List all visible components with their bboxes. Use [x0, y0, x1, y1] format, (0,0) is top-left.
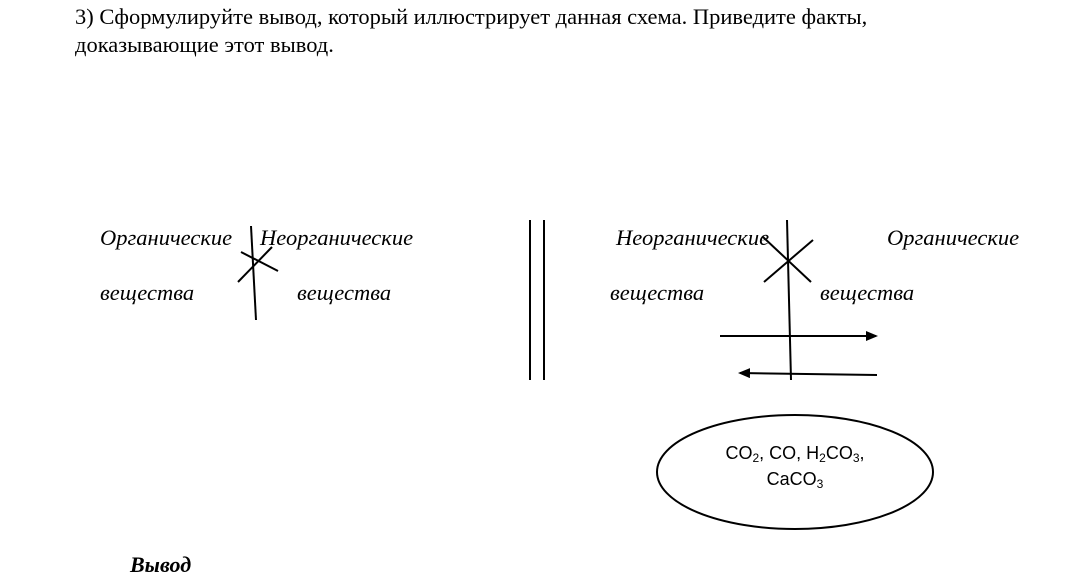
arrow-left [740, 373, 877, 375]
right-divider-line [787, 220, 791, 380]
left-divider-line [251, 226, 256, 320]
right-organic-sub-label: вещества [820, 280, 915, 305]
formula-line-2: CaCO$_3$ [766, 469, 824, 491]
conclusion-heading: Вывод [130, 552, 192, 577]
right-inorganic-label: Неорганические [616, 225, 770, 250]
right-organic-label: Органические [887, 225, 1020, 250]
question-text [75, 3, 1035, 59]
left-cross-stroke-2 [241, 252, 278, 271]
left-inorganic-sub-label: вещества [297, 280, 392, 305]
left-inorganic-label: Неорганические [260, 225, 414, 250]
right-inorganic-sub-label: вещества [610, 280, 705, 305]
question-line-2: доказывающие этот вывод. [75, 32, 334, 57]
formula-line-1: $CO_2$, CO, $H_2CO_3$, [725, 443, 865, 465]
question-line-1: 3) Сформулируйте вывод, который иллюстрирует данная схема. Приведите факты, [75, 4, 868, 29]
left-organic-label: Органические [100, 225, 233, 250]
left-organic-sub-label: вещества [100, 280, 195, 305]
ellipse-formulas [660, 440, 930, 492]
